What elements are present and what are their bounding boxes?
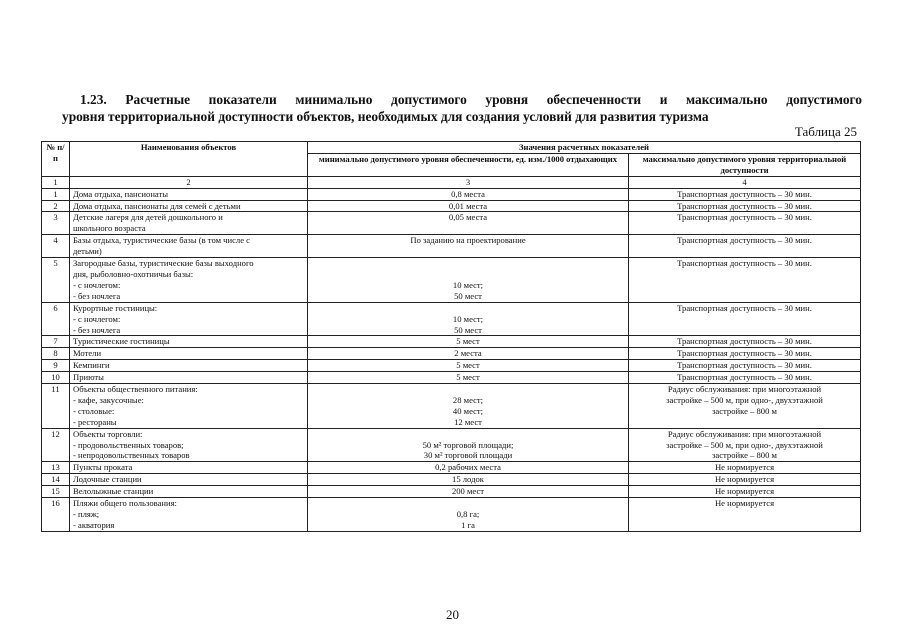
row-number: 7 xyxy=(42,336,70,348)
max-accessibility-cell xyxy=(629,498,861,532)
header-num: № п/п xyxy=(42,142,70,177)
cell-line: Не нормируется xyxy=(714,486,775,497)
cell-line: 0,8 га; xyxy=(456,509,480,519)
cell-line: 5 мест xyxy=(456,360,480,371)
cell-line: 50 м² торговой площади; xyxy=(422,439,514,450)
row-number: 2 xyxy=(42,200,70,212)
col-number: 2 xyxy=(70,176,308,188)
min-provision-cell xyxy=(308,235,629,258)
cell-line: Мотели xyxy=(73,348,102,359)
max-accessibility-cell xyxy=(629,428,861,462)
table-row xyxy=(42,348,861,360)
object-name-cell xyxy=(70,360,308,372)
cell-line: Приюты xyxy=(73,372,104,383)
cell-line: Транспортная доступность – 30 мин. xyxy=(677,200,812,211)
row-number: 1 xyxy=(42,188,70,200)
min-provision-cell xyxy=(308,384,629,429)
max-accessibility-cell xyxy=(629,372,861,384)
table-row xyxy=(42,384,861,429)
max-accessibility-cell xyxy=(629,486,861,498)
row-number: 12 xyxy=(42,428,70,462)
max-accessibility-cell xyxy=(629,188,861,200)
max-accessibility-cell xyxy=(629,212,861,235)
cell-line: - без ночлега xyxy=(73,290,121,301)
object-name-cell xyxy=(70,336,308,348)
heading-line-1: 1.23. Расчетные показатели минимально допустимого уровня обеспеченности и максимально допустимого xyxy=(80,92,862,107)
row-number: 3 xyxy=(42,212,70,235)
table-row xyxy=(42,474,861,486)
header-min-provision: минимально допустимого уровня обеспеченности, ед. изм./1000 отдыхающих xyxy=(308,153,629,176)
object-name-cell xyxy=(70,462,308,474)
cell-line: 1 га xyxy=(461,519,475,530)
table-row xyxy=(42,235,861,258)
cell-line: 10 мест; xyxy=(452,279,484,290)
cell-line: застройке – 500 м, при одно-, двухэтажной xyxy=(666,439,823,450)
col-number: 3 xyxy=(308,176,629,188)
cell-line: Дома отдыха, пансионаты для семей с детьми xyxy=(73,200,241,211)
cell-line: - кафе, закусочные: xyxy=(73,394,144,405)
cell-line: Лодочные станции xyxy=(73,474,142,485)
cell-line: 0,2 рабочих места xyxy=(435,462,501,473)
object-name-cell xyxy=(70,498,308,532)
cell-line: Объекты торговли: xyxy=(73,428,143,439)
table-row xyxy=(42,498,861,532)
min-provision-cell xyxy=(308,428,629,462)
cell-line: застройке – 800 м xyxy=(712,450,777,461)
cell-line: 0,01 места xyxy=(448,200,488,211)
cell-line: застройке – 500 м, при одно-, двухэтажной xyxy=(666,394,823,405)
cell-line: Пляжи общего пользования: xyxy=(73,498,177,509)
row-number: 10 xyxy=(42,372,70,384)
object-name-cell xyxy=(70,188,308,200)
row-number: 5 xyxy=(42,258,70,303)
max-accessibility-cell xyxy=(629,302,861,336)
min-provision-cell xyxy=(308,348,629,360)
cell-line: 0,05 места xyxy=(448,212,488,223)
max-accessibility-cell xyxy=(629,462,861,474)
cell-line: Объекты общественного питания: xyxy=(73,384,198,395)
object-name-cell xyxy=(70,212,308,235)
cell-line: По заданию на проектирование xyxy=(410,235,526,246)
min-provision-cell xyxy=(308,486,629,498)
row-number: 6 xyxy=(42,302,70,336)
heading-line-2: уровня территориальной доступности объектов, необходимых для создания условий для развития туризма xyxy=(62,109,709,124)
table-row xyxy=(42,462,861,474)
object-name-cell xyxy=(70,235,308,258)
table-caption: Таблица 25 xyxy=(794,124,857,139)
cell-line: - с ночлегом: xyxy=(73,279,121,290)
cell-line: 10 мест; xyxy=(452,313,484,324)
table-row xyxy=(42,336,861,348)
min-provision-cell xyxy=(308,336,629,348)
cell-line: - с ночлегом: xyxy=(73,313,121,324)
col-number: 1 xyxy=(42,176,70,188)
table-row xyxy=(42,302,861,336)
row-number: 8 xyxy=(42,348,70,360)
max-accessibility-cell xyxy=(629,474,861,486)
row-number: 11 xyxy=(42,384,70,429)
cell-line: Транспортная доступность – 30 мин. xyxy=(677,336,812,347)
cell-line: Транспортная доступность – 30 мин. xyxy=(677,372,812,383)
cell-line: 40 мест; xyxy=(452,405,484,416)
cell-line: Транспортная доступность – 30 мин. xyxy=(677,360,812,371)
cell-line: 5 мест xyxy=(456,336,480,347)
cell-line: Радиус обслуживания: при многоэтажной xyxy=(667,384,822,395)
cell-line: - продовольственных товаров; xyxy=(73,439,184,450)
row-number: 15 xyxy=(42,486,70,498)
row-number: 4 xyxy=(42,235,70,258)
row-number: 13 xyxy=(42,462,70,474)
cell-line: 0,8 места xyxy=(451,188,485,199)
min-provision-cell xyxy=(308,188,629,200)
cell-line xyxy=(311,303,625,314)
cell-line xyxy=(311,498,625,509)
cell-line: Транспортная доступность – 30 мин. xyxy=(677,212,812,223)
header-values-group: Значения расчетных показателей xyxy=(308,142,861,154)
table-body xyxy=(42,188,861,531)
cell-line: застройке – 800 м xyxy=(712,405,777,416)
table-row xyxy=(42,212,861,235)
min-provision-cell xyxy=(308,212,629,235)
max-accessibility-cell xyxy=(629,360,861,372)
min-provision-cell xyxy=(308,258,629,303)
row-number: 14 xyxy=(42,474,70,486)
header-name: Наименования объектов xyxy=(70,142,308,177)
max-accessibility-cell xyxy=(629,384,861,429)
cell-line: Транспортная доступность – 30 мин. xyxy=(677,188,812,199)
cell-line: Не нормируется xyxy=(714,474,775,485)
cell-line: 15 лодок xyxy=(452,474,484,485)
object-name-cell xyxy=(70,428,308,462)
indicators-table xyxy=(41,141,861,532)
cell-line: - пляж; xyxy=(73,509,100,519)
min-provision-cell xyxy=(308,372,629,384)
max-accessibility-cell xyxy=(629,336,861,348)
cell-line: - столовые: xyxy=(73,405,115,416)
col-number: 4 xyxy=(629,176,861,188)
cell-line: Не нормируется xyxy=(714,462,775,473)
cell-line: Загородные базы, туристические базы выходного xyxy=(73,258,254,269)
object-name-cell xyxy=(70,302,308,336)
cell-line: Дома отдыха, пансионаты xyxy=(73,188,169,199)
cell-line: детьми) xyxy=(73,246,102,257)
object-name-cell xyxy=(70,348,308,360)
object-name-cell xyxy=(70,486,308,498)
cell-line: - акватория xyxy=(73,519,115,530)
section-heading xyxy=(62,91,862,125)
cell-line: 12 мест xyxy=(454,416,482,427)
cell-line: 28 мест; xyxy=(452,394,484,405)
min-provision-cell xyxy=(308,462,629,474)
max-accessibility-cell xyxy=(629,235,861,258)
min-provision-cell xyxy=(308,302,629,336)
min-provision-cell xyxy=(308,360,629,372)
page-number: 20 xyxy=(446,607,459,622)
cell-line xyxy=(311,384,625,395)
max-accessibility-cell xyxy=(629,348,861,360)
cell-line: - без ночлега xyxy=(73,324,121,335)
cell-line: - рестораны xyxy=(73,416,117,427)
object-name-cell xyxy=(70,372,308,384)
cell-line xyxy=(311,258,625,269)
min-provision-cell xyxy=(308,498,629,532)
cell-line: Туристические гостиницы xyxy=(73,336,170,347)
cell-line: Велолыжные станции xyxy=(73,486,154,497)
max-accessibility-cell xyxy=(629,200,861,212)
min-provision-cell xyxy=(308,474,629,486)
max-accessibility-cell xyxy=(629,258,861,303)
table-row xyxy=(42,372,861,384)
cell-line: 5 мест xyxy=(456,372,480,383)
cell-line: 50 мест xyxy=(454,290,482,301)
cell-line: Детские лагеря для детей дошкольного и xyxy=(73,212,223,223)
object-name-cell xyxy=(70,200,308,212)
table-row xyxy=(42,258,861,303)
cell-line: 50 мест xyxy=(454,324,482,335)
cell-line: Кемпинги xyxy=(73,360,110,371)
cell-line xyxy=(311,269,625,280)
cell-line: 30 м² торговой площади xyxy=(423,450,513,461)
table-row xyxy=(42,188,861,200)
table-row xyxy=(42,486,861,498)
cell-line: - непродовольственных товаров xyxy=(73,450,190,461)
cell-line: Радиус обслуживания: при многоэтажной xyxy=(667,428,822,439)
object-name-cell xyxy=(70,258,308,303)
table-row xyxy=(42,428,861,462)
cell-line: Транспортная доступность – 30 мин. xyxy=(677,235,812,246)
object-name-cell xyxy=(70,474,308,486)
min-provision-cell xyxy=(308,200,629,212)
cell-line: Транспортная доступность – 30 мин. xyxy=(677,302,812,313)
row-number: 16 xyxy=(42,498,70,532)
cell-line: 200 мест xyxy=(451,486,485,497)
cell-line: Курортные гостиницы: xyxy=(73,302,158,313)
cell-line: школьного возраста xyxy=(73,223,146,234)
cell-line: Базы отдыха, туристические базы (в том числе с xyxy=(73,235,250,246)
cell-line: Транспортная доступность – 30 мин. xyxy=(677,258,812,269)
cell-line: 2 места xyxy=(454,348,482,359)
table-row xyxy=(42,360,861,372)
cell-line: дня, рыболовно-охотничьи базы: xyxy=(73,268,194,279)
cell-line: Транспортная доступность – 30 мин. xyxy=(677,348,812,359)
object-name-cell xyxy=(70,384,308,429)
cell-line: Не нормируется xyxy=(714,498,775,509)
cell-line xyxy=(311,429,625,440)
row-number: 9 xyxy=(42,360,70,372)
cell-line: Пункты проката xyxy=(73,462,133,473)
table-row xyxy=(42,200,861,212)
header-max-accessibility: максимально допустимого уровня территориальной доступности xyxy=(629,153,861,176)
